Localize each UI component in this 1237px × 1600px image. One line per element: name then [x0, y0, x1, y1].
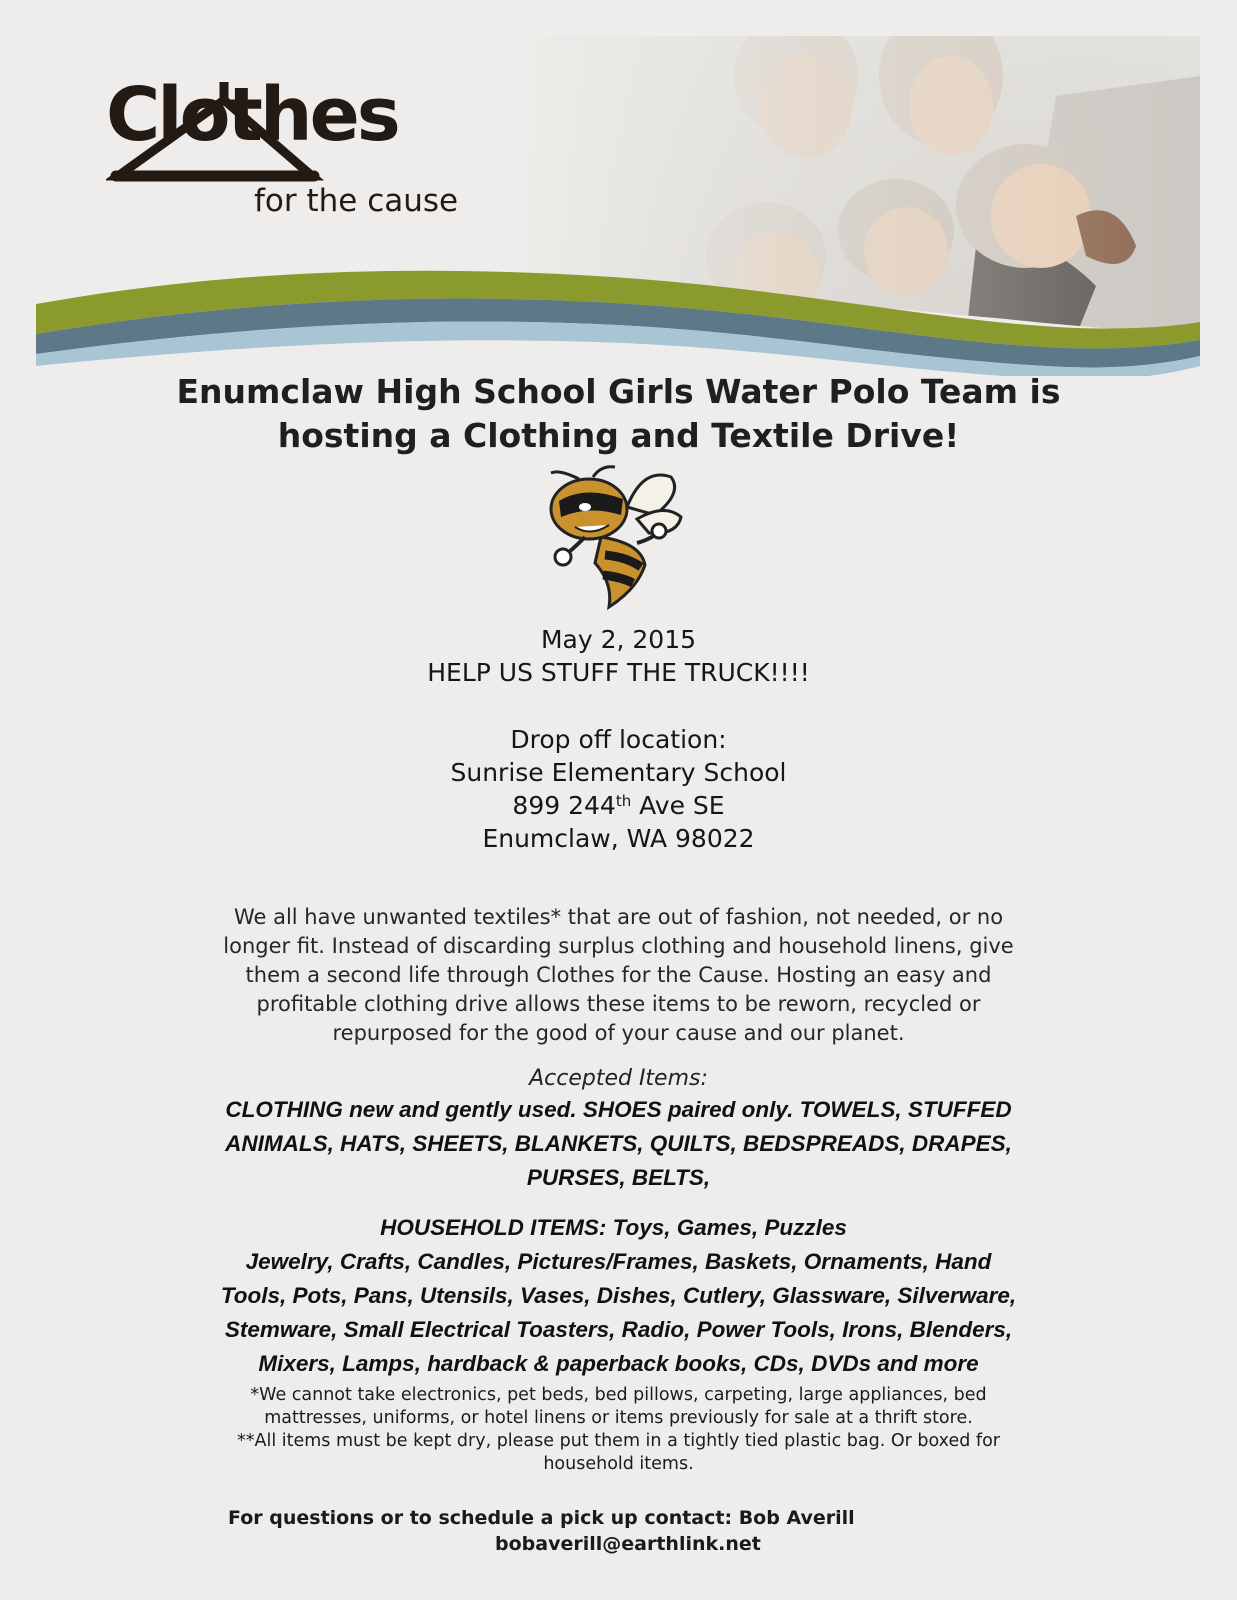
note-line: mattresses, uniforms, or hotel linens or items previously for sale at a thrift store.: [264, 1408, 973, 1428]
note-line: household items.: [543, 1454, 694, 1474]
dropoff-place: Sunrise Elementary School: [450, 758, 787, 787]
header-banner: [36, 36, 1200, 376]
event-slogan: HELP US STUFF THE TRUCK!!!!: [427, 658, 810, 687]
dropoff-city: Enumclaw, WA 98022: [482, 824, 755, 853]
note-line: **All items must be kept dry, please put them in a tightly tied plastic bag. Or boxed for: [237, 1431, 1000, 1451]
accepted-items-heading: Accepted Items:: [529, 1066, 708, 1091]
accepted-clothing-list: [0, 1093, 1237, 1195]
accepted-line: HOUSEHOLD ITEMS: Toys, Games, Puzzles: [380, 1215, 847, 1240]
street-ordinal-suffix: th: [615, 791, 632, 810]
accepted-line: CLOTHING new and gently used. SHOES paired only. TOWELS, STUFFED: [225, 1097, 1012, 1122]
hornet-mascot-icon: [545, 463, 695, 613]
accepted-line: Jewelry, Crafts, Candles, Pictures/Frames, Baskets, Ornaments, Hand: [245, 1249, 992, 1274]
logo-wordmark: Clothes: [106, 72, 398, 158]
dropoff-heading: Drop off location:: [510, 725, 727, 754]
headline-line-2: hosting a Clothing and Textile Drive!: [277, 416, 960, 455]
accepted-line: Mixers, Lamps, hardback & paperback books, CDs, DVDs and more: [258, 1351, 979, 1376]
contact-line: For questions or to schedule a pick up contact: Bob Averill: [228, 1507, 855, 1529]
accepted-household-list: [0, 1211, 1237, 1381]
headline-line-1: Enumclaw High School Girls Water Polo Team is: [176, 372, 1061, 411]
note-line: *We cannot take electronics, pet beds, bed pillows, carpeting, large appliances, bed: [250, 1385, 987, 1405]
intro-line: repurposed for the good of your cause and our planet.: [332, 1021, 905, 1045]
intro-paragraph: [0, 903, 1237, 1048]
accepted-line: Stemware, Small Electrical Toasters, Radio, Power Tools, Irons, Blenders,: [224, 1317, 1013, 1342]
accepted-line: Tools, Pots, Pans, Utensils, Vases, Dishes, Cutlery, Glassware, Silverware,: [220, 1283, 1017, 1308]
hanger-icon: [106, 78, 326, 198]
intro-line: We all have unwanted textiles* that are out of fashion, not needed, or no: [233, 905, 1004, 929]
dropoff-street: [0, 789, 1237, 822]
accepted-line: ANIMALS, HATS, SHEETS, BLANKETS, QUILTS, BEDSPREADS, DRAPES,: [225, 1131, 1012, 1156]
clothes-for-the-cause-logo: [106, 72, 546, 298]
logo-tagline: for the cause: [254, 183, 459, 219]
street-name: Ave SE: [631, 791, 725, 820]
intro-line: profitable clothing drive allows these items to be reworn, recycled or: [256, 992, 981, 1016]
intro-line: them a second life through Clothes for the Cause. Hosting an easy and: [245, 963, 992, 987]
street-number: 899 244: [512, 791, 616, 820]
event-date: May 2, 2015: [540, 625, 697, 654]
accepted-line: PURSES, BELTS,: [526, 1165, 711, 1190]
exclusions-note: [0, 1384, 1237, 1476]
intro-line: longer fit. Instead of discarding surplus clothing and household linens, give: [223, 934, 1014, 958]
contact-email-link[interactable]: bobaverill@earthlink.net: [495, 1533, 761, 1555]
